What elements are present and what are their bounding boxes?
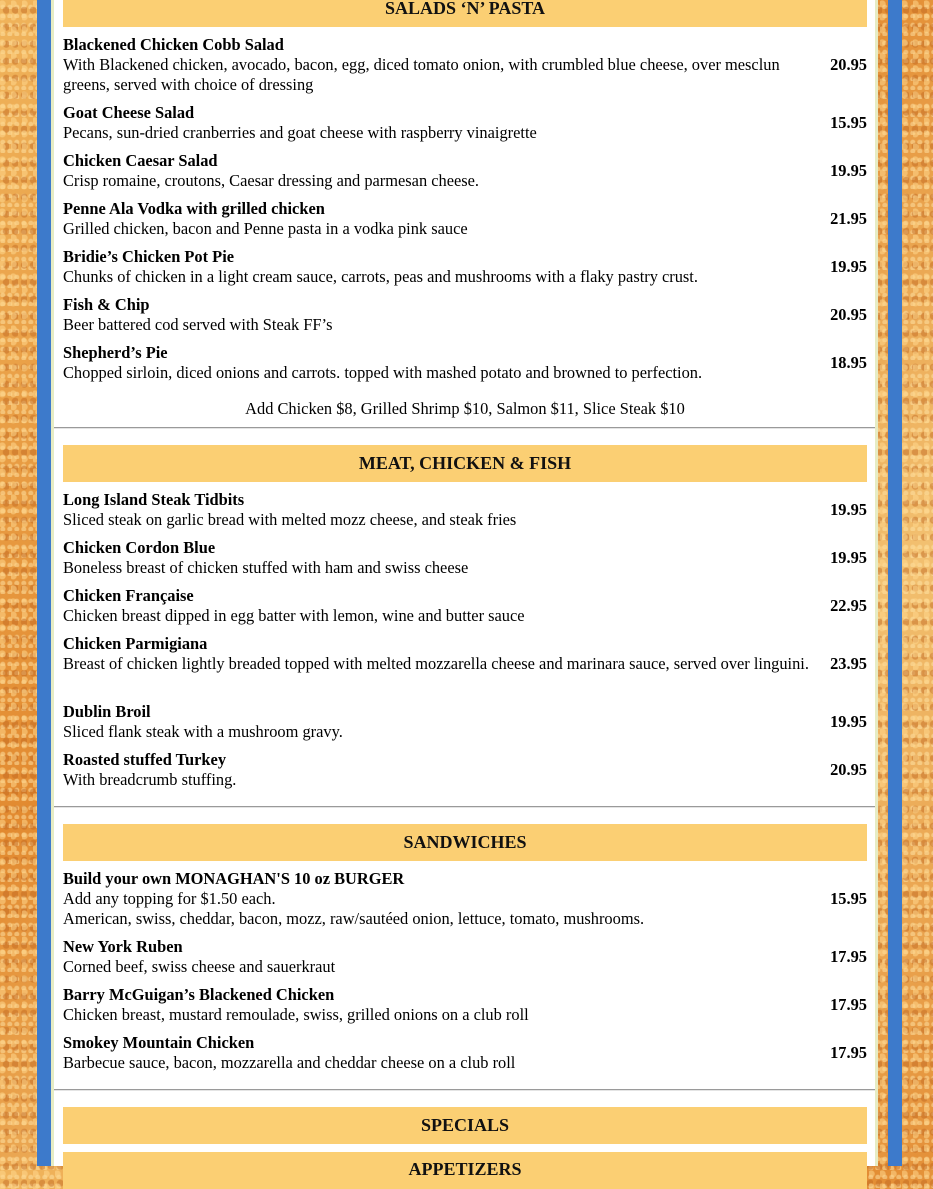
item-description: With breadcrumb stuffing.: [63, 770, 237, 789]
item-name: Penne Ala Vodka with grilled chicken: [63, 199, 325, 218]
addon-note: Add Chicken $8, Grilled Shrimp $10, Salmon $11, Slice Steak $10: [245, 399, 685, 418]
item-description: Pecans, sun-dried cranberries and goat cheese with raspberry vinaigrette: [63, 123, 537, 142]
menu-item: [63, 634, 867, 702]
section-divider: [54, 427, 875, 429]
item-description: Chopped sirloin, diced onions and carrots. topped with mashed potato and browned to perfection.: [63, 363, 703, 382]
item-description: Crisp romaine, croutons, Caesar dressing and parmesan cheese.: [63, 171, 480, 190]
item-name: Goat Cheese Salad: [63, 103, 195, 122]
menu-item: [63, 985, 867, 1033]
item-name: Chicken Caesar Salad: [63, 151, 218, 170]
section-salads-pasta: [63, 0, 867, 27]
item-price: 19.95: [830, 161, 867, 180]
menu-item: [63, 295, 867, 343]
item-price: 20.95: [830, 760, 867, 779]
item-name: Blackened Chicken Cobb Salad: [63, 35, 284, 54]
section-divider: [54, 806, 875, 808]
item-description: Barbecue sauce, bacon, mozzarella and cheddar cheese on a club roll: [63, 1053, 516, 1072]
item-price: 17.95: [830, 947, 867, 966]
item-name: Shepherd’s Pie: [63, 343, 168, 362]
menu-item: [63, 199, 867, 247]
section-header: [63, 1107, 867, 1144]
item-name: New York Ruben: [63, 937, 183, 956]
menu-panel: [54, 0, 875, 1179]
item-name: Chicken Française: [63, 586, 194, 605]
item-name: Build your own MONAGHAN'S 10 oz BURGER: [63, 869, 405, 888]
item-price: 17.95: [830, 1043, 867, 1062]
menu-item: [63, 702, 867, 750]
item-name: Roasted stuffed Turkey: [63, 750, 227, 769]
section-meat-chicken-fish: [63, 445, 867, 482]
item-description-extra: American, swiss, cheddar, bacon, mozz, raw/sautéed onion, lettuce, tomato, mushrooms.: [63, 909, 645, 928]
item-description: Sliced steak on garlic bread with melted mozz cheese, and steak fries: [63, 510, 517, 529]
item-description: Chunks of chicken in a light cream sauce, carrots, peas and mushrooms with a flaky pastry crust.: [63, 267, 698, 286]
menu-item: [63, 586, 867, 634]
section-header: [63, 824, 867, 861]
salads-items: [63, 35, 867, 419]
section-header: [63, 445, 867, 482]
item-name: Barry McGuigan’s Blackened Chicken: [63, 985, 335, 1004]
item-description: Chicken breast, mustard remoulade, swiss, grilled onions on a club roll: [63, 1005, 529, 1024]
right-border-edge: [875, 0, 878, 1166]
item-price: 19.95: [830, 548, 867, 567]
menu-item: [63, 343, 867, 391]
section-header: [63, 0, 867, 27]
item-description: Add any topping for $1.50 each.: [63, 889, 276, 908]
section-title: SPECIALS: [420, 1115, 510, 1135]
left-border-rail: [37, 0, 51, 1166]
item-price: 15.95: [830, 113, 867, 132]
right-border-rail: [888, 0, 902, 1166]
menu-item: [63, 937, 867, 985]
menu-item: [63, 35, 867, 103]
menu-item: [63, 490, 867, 538]
item-description: With Blackened chicken, avocado, bacon, egg, diced tomato onion, with crumbled blue cheese, over mesclun greens, served with choice of dressing: [63, 55, 780, 94]
item-price: 21.95: [830, 209, 867, 228]
item-description: Beer battered cod served with Steak FF’s: [63, 315, 333, 334]
section-title: SALADS ‘N’ PASTA: [384, 0, 545, 18]
item-price: 17.95: [830, 995, 867, 1014]
menu-item: [63, 538, 867, 586]
item-price: 19.95: [830, 500, 867, 519]
item-description: Breast of chicken lightly breaded topped with melted mozzarella cheese and marinara sauce, served over linguini.: [63, 654, 809, 673]
item-name: Chicken Cordon Blue: [63, 538, 216, 557]
section-divider: [54, 1089, 875, 1091]
item-price: 23.95: [830, 654, 867, 673]
item-name: Smokey Mountain Chicken: [63, 1033, 255, 1052]
section-header: [63, 1152, 867, 1189]
sandwich-items: [63, 869, 867, 1081]
item-description: Corned beef, swiss cheese and sauerkraut: [63, 957, 336, 976]
section-title: MEAT, CHICKEN & FISH: [358, 453, 572, 473]
menu-item: [63, 247, 867, 295]
item-price: 15.95: [830, 889, 867, 908]
item-price: 19.95: [830, 712, 867, 731]
menu-item: [63, 103, 867, 151]
item-price: 18.95: [830, 353, 867, 372]
item-name: Long Island Steak Tidbits: [63, 490, 245, 509]
item-price: 19.95: [830, 257, 867, 276]
item-description: Chicken breast dipped in egg batter with lemon, wine and butter sauce: [63, 606, 525, 625]
item-price: 22.95: [830, 596, 867, 615]
item-name: Chicken Parmigiana: [63, 634, 208, 653]
section-appetizers: [63, 1152, 867, 1189]
item-description: Boneless breast of chicken stuffed with ham and swiss cheese: [63, 558, 469, 577]
section-specials: [63, 1107, 867, 1144]
item-name: Fish & Chip: [63, 295, 150, 314]
section-sandwiches: [63, 824, 867, 861]
item-price: 20.95: [830, 305, 867, 324]
menu-item: [63, 750, 867, 798]
menu-item: [63, 869, 867, 937]
meat-items: [63, 490, 867, 798]
item-name: Dublin Broil: [63, 702, 151, 721]
menu-item: [63, 151, 867, 199]
item-description: Grilled chicken, bacon and Penne pasta in a vodka pink sauce: [63, 219, 468, 238]
item-description: Sliced flank steak with a mushroom gravy.: [63, 722, 343, 741]
item-price: 20.95: [830, 55, 867, 74]
section-title: SANDWICHES: [403, 832, 527, 852]
item-name: Bridie’s Chicken Pot Pie: [63, 247, 235, 266]
section-title: APPETIZERS: [408, 1159, 522, 1179]
menu-item: [63, 1033, 867, 1081]
